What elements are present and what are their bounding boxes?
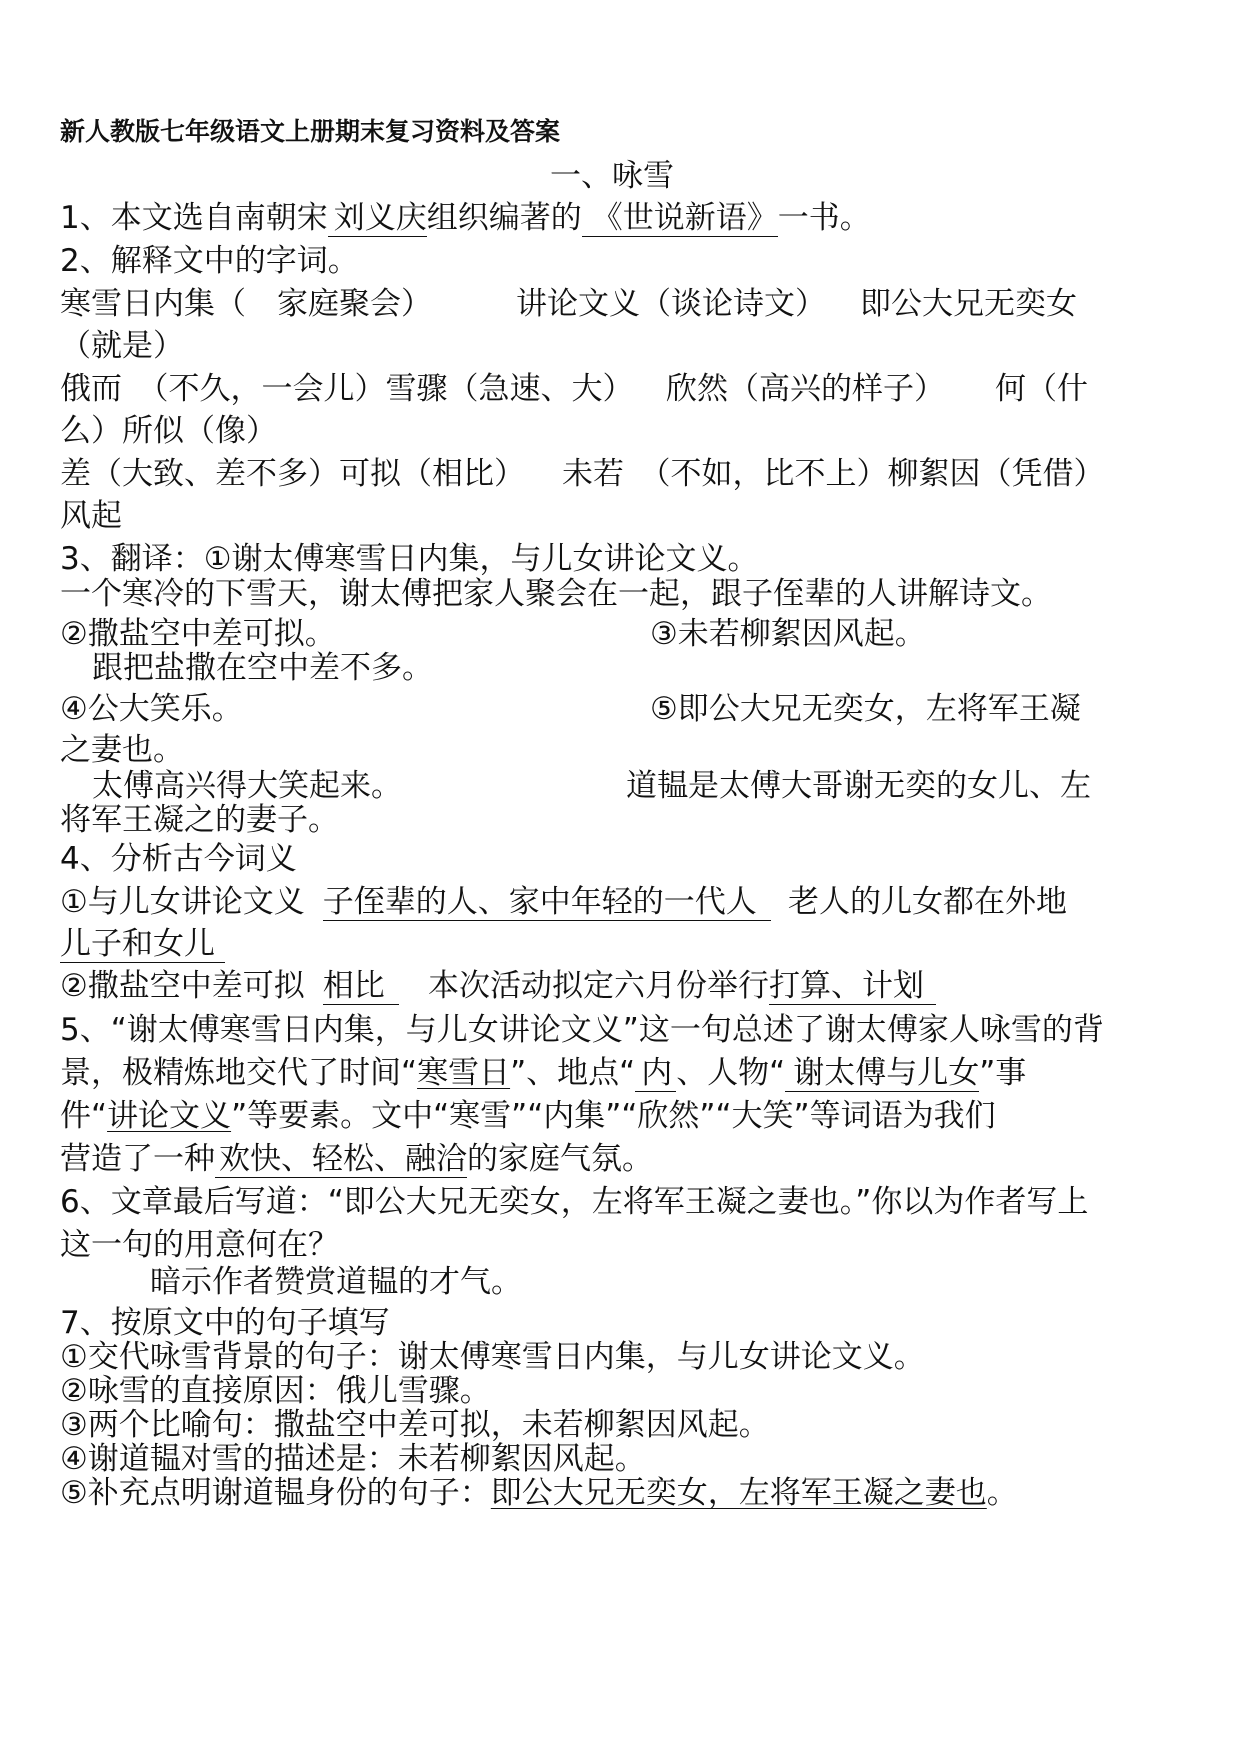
q4-item-1-answer: 子侄辈的人、家中年轻的一代人 <box>323 884 771 921</box>
q2-row-5b: 未若 （不如，比不上）柳絮因（凭借） <box>562 456 1105 492</box>
q5-answer-people: 谢太傅与儿女 <box>785 1055 979 1092</box>
q3-sentence-3: ③未若柳絮因风起。 <box>650 616 926 652</box>
q2-row-5a: 差（大致、差不多）可拟（相比） <box>60 456 525 492</box>
q2-row-1a: 寒雪日内集（ 家庭聚会） <box>60 286 432 322</box>
document-title: 新人教版七年级语文上册期末复习资料及答案 <box>60 117 561 146</box>
q4-item-1 <box>60 882 771 922</box>
q7-item-5-answer: 即公大兄无奕女，左将军王凝之妻也 <box>490 1475 987 1511</box>
q3-translation-4: 太傅高兴得大笑起来。 <box>92 768 402 804</box>
q2-row-2: （就是） <box>60 328 184 364</box>
q1-blank-author: 刘义庆 <box>328 200 427 237</box>
q3-translation-2: 跟把盐撒在空中差不多。 <box>92 650 433 686</box>
q3-translation-5b: 将军王凝之的妻子。 <box>60 802 339 838</box>
q2-row-3a: 俄而 （不久，一会儿）雪骤（急速、大） <box>60 371 634 407</box>
q2-row-1c: 即公大兄无奕女 <box>860 286 1077 322</box>
q7-item-4: ④谢道韫对雪的描述是：未若柳絮因风起。 <box>60 1441 646 1477</box>
q6-line-2: 这一句的用意何在？ <box>60 1227 339 1263</box>
q1-blank-book: 《世说新语》 <box>582 200 778 237</box>
q4-item-1b: 老人的儿女都在外地 <box>788 884 1067 920</box>
q5-line-4: 营造了一种 欢快、轻松、融洽的家庭气氛。 <box>60 1141 653 1177</box>
q7-item-2: ②咏雪的直接原因：俄儿雪骤。 <box>60 1373 491 1409</box>
q3-heading: 3、翻译：①谢太傅寒雪日内集，与儿女讲论文义。 <box>60 541 759 577</box>
q2-row-6: 风起 <box>60 498 122 534</box>
q4-item-2b: 本次活动拟定六月份举行打算、计划 <box>428 966 936 1006</box>
q3-sentence-4: ④公大笑乐。 <box>60 691 243 727</box>
q7-heading: 7、按原文中的句子填写 <box>60 1305 390 1341</box>
q3-sentence-5: ⑤即公大兄无奕女，左将军王凝 <box>650 691 1081 727</box>
q4-item-2b-answer: 打算、计划 <box>769 968 936 1005</box>
q4-heading: 4、分析古今词义 <box>60 841 297 877</box>
q7-item-1: ①交代咏雪背景的句子：谢太傅寒雪日内集，与儿女讲论文义。 <box>60 1339 925 1375</box>
q4-item-1-text: ①与儿女讲论文义 <box>60 884 305 920</box>
q4-item-2-answer: 相比 <box>323 968 399 1005</box>
q6-answer: 暗示作者赞赏道韫的才气。 <box>150 1264 522 1300</box>
q7-item-3: ③两个比喻句：撒盐空中差可拟，未若柳絮因风起。 <box>60 1407 770 1443</box>
q2-heading: 2、解释文中的字词。 <box>60 243 359 279</box>
section-heading: 一、咏雪 <box>550 158 674 194</box>
q5-answer-event: 讲论文义 <box>107 1098 232 1134</box>
q1-text-a: 1、本文选自南朝宋 <box>60 200 328 236</box>
q4-item-2-text: ②撒盐空中差可拟 <box>60 968 305 1004</box>
q3-translation-1: 一个寒冷的下雪天，谢太傅把家人聚会在一起，跟子侄辈的人讲解诗文。 <box>60 576 1052 612</box>
q1-text-c: 组织编著的 <box>426 200 582 236</box>
q4-item-1b-answer: 儿子和女儿 <box>60 924 225 964</box>
q1-text-e: 一书。 <box>777 200 871 236</box>
q7-item-5: ⑤补充点明谢道韫身份的句子：即公大兄无奕女，左将军王凝之妻也。 <box>60 1475 1018 1511</box>
q4-item-2 <box>60 966 399 1006</box>
q5-answer-time: 寒雪日 <box>417 1055 511 1091</box>
q3-sentence-5b: 之妻也。 <box>60 732 184 768</box>
q5-answer-atmosphere: 欢快、轻松、融洽 <box>215 1141 467 1178</box>
q2-row-3b: 欣然（高兴的样子） <box>666 371 945 407</box>
question-1 <box>60 198 871 238</box>
q5-line-3: 件“讲论文义”等要素。文中“寒雪”“内集”“欣然”“大笑”等词语为我们 <box>60 1098 996 1134</box>
q5-line-1: 5、“谢太傅寒雪日内集，与儿女讲论文义”这一句总述了谢太傅家人咏雪的背 <box>60 1012 1104 1048</box>
q2-row-1b: 讲论文义（谈论诗文） <box>516 286 826 322</box>
q2-row-3c: 何（什 <box>995 371 1088 407</box>
q5-answer-place: 内 <box>635 1055 676 1092</box>
q6-line-1: 6、文章最后写道：“即公大兄无奕女，左将军王凝之妻也。”你以为作者写上 <box>60 1184 1089 1220</box>
q5-line-2: 景，极精炼地交代了时间“寒雪日”、地点“ 内 、人物“ 谢太傅与儿女”事 <box>60 1055 1027 1091</box>
q2-row-4: 么）所似（像） <box>60 413 277 449</box>
q3-sentence-2: ②撒盐空中差可拟。 <box>60 616 336 652</box>
q3-translation-5: 道韫是太傅大哥谢无奕的女儿、左 <box>626 768 1091 804</box>
